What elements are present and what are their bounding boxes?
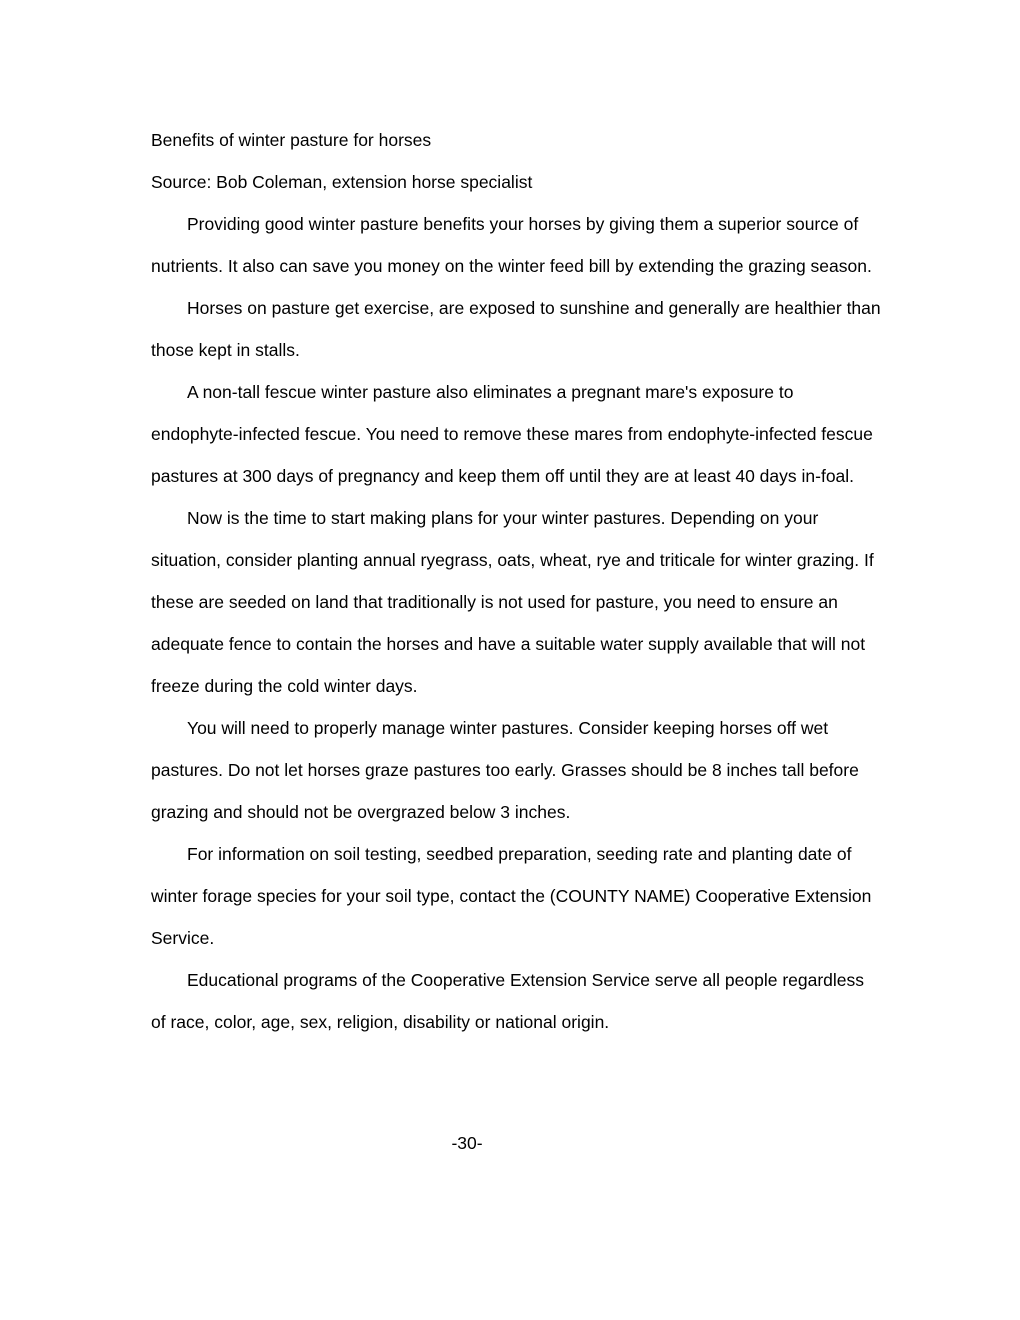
document-title: Benefits of winter pasture for horses [151,130,432,150]
document-body [151,119,881,1043]
paragraph-1: Providing good winter pasture benefits your horses by giving them a superior source of nutrients. It also can save you money on the winter feed bill by extending the grazing season. [151,214,872,276]
paragraph-5: You will need to properly manage winter pastures. Consider keeping horses off wet pastures. Do not let horses graze pastures too early. Grasses should be 8 inches tall before grazing and should not be overgrazed below 3 inches. [151,718,859,822]
paragraph-2: Horses on pasture get exercise, are exposed to sunshine and generally are healthier than those kept in stalls. [151,298,881,360]
source-line: Source: Bob Coleman, extension horse specialist [151,172,533,192]
paragraph-4: Now is the time to start making plans for your winter pastures. Depending on your situation, consider planting annual ryegrass, oats, wheat, rye and triticale for winter grazing. If these are seeded on land that traditionally is not used for pasture, you need to ensure an adequate fence to contain the horses and have a suitable water supply available that will not freeze during the cold winter days. [151,508,874,696]
paragraph-6: For information on soil testing, seedbed preparation, seeding rate and planting date of winter forage species for your soil type, contact the (COUNTY NAME) Cooperative Extension Service. [151,844,872,948]
page-number: -30- [451,1133,483,1153]
paragraph-3: A non-tall fescue winter pasture also eliminates a pregnant mare's exposure to endophyte-infected fescue. You need to remove these mares from endophyte-infected fescue pastures at 300 days of pregnancy and keep them off until they are at least 40 days in-foal. [151,382,873,486]
paragraph-7: Educational programs of the Cooperative Extension Service serve all people regardless of race, color, age, sex, religion, disability or national origin. [151,970,865,1032]
